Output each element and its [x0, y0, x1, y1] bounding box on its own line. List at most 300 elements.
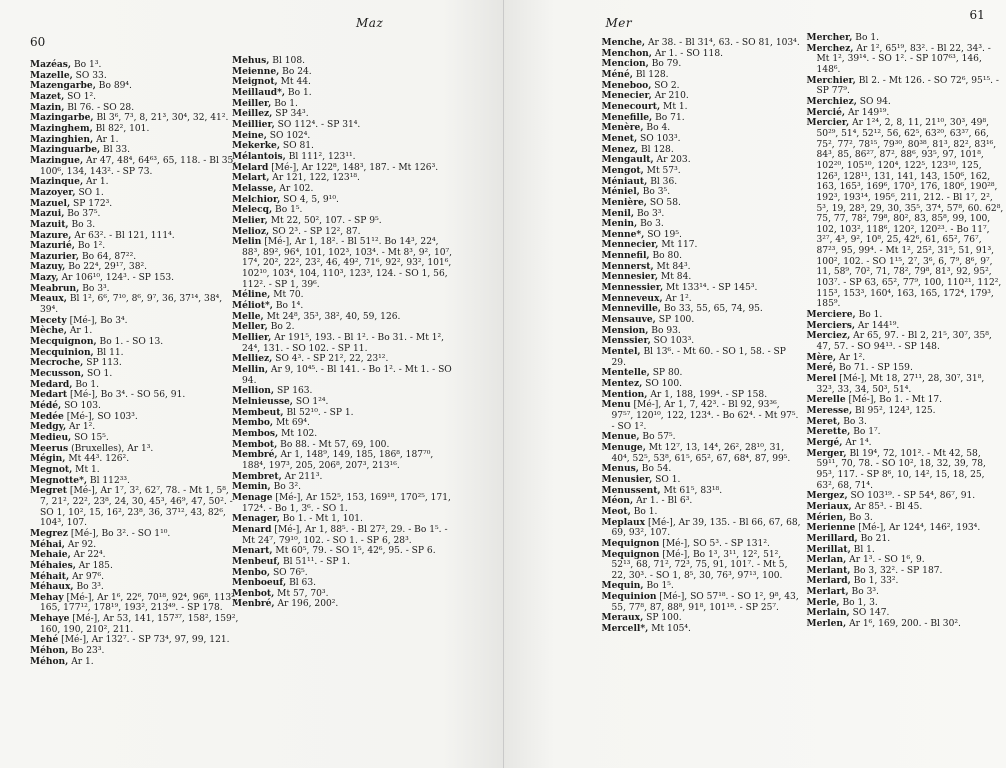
entry-headword: Meneboo,	[601, 79, 652, 91]
entry-headword: Mazure,	[30, 229, 72, 241]
entry-references: [Mé-], SO 5³. - SP 131².	[659, 538, 770, 549]
entry-headword: Mecroche,	[30, 357, 84, 369]
entry-headword: Meaux,	[30, 293, 67, 305]
entry-headword: Merette,	[806, 426, 851, 438]
entry-references: Ar 1. - Bl 6³.	[633, 496, 693, 507]
entry-headword: Méhon,	[30, 655, 69, 667]
entry-references: Bl 2. - Mt 126. - SO 72⁶, 95¹⁵. - SP 77⁹.	[816, 75, 999, 97]
entry-references: Bl 52¹⁰. - SP 1.	[283, 407, 354, 418]
index-entry	[807, 331, 1005, 352]
entry-references: Bo 4.	[643, 123, 671, 134]
entry-headword: Merchier,	[806, 74, 856, 86]
entry-references: SP 172³.	[70, 198, 113, 209]
entry-references: [Mé-], SO 103³.	[63, 411, 138, 422]
index-entry	[30, 390, 240, 401]
entry-headword: Megret	[30, 485, 67, 497]
entry-headword: Melioz,	[232, 225, 270, 237]
entry-headword: Menuge,	[601, 441, 646, 453]
entry-references: SO 4³. - SP 21², 22, 23¹².	[272, 354, 389, 365]
entry-headword: Melart,	[232, 172, 270, 184]
index-entry	[232, 365, 458, 386]
entry-references: SO 112⁴. - SP 31⁴.	[274, 119, 361, 130]
entry-headword: Meiller,	[232, 97, 272, 109]
entry-headword: Mehay	[30, 591, 64, 603]
entry-references: Ar 1².	[662, 293, 692, 304]
entry-headword: Meot,	[601, 505, 631, 517]
index-entry	[807, 449, 1005, 492]
entry-references: Bo 1. - Mt 1, 101.	[279, 514, 363, 525]
entry-references: Ar 97⁶.	[69, 571, 104, 582]
entry-references: Ar 1².	[66, 422, 96, 433]
entry-references: SO 103³.	[637, 133, 681, 144]
entry-headword: Menet,	[601, 132, 638, 144]
entry-headword: Meignot,	[232, 76, 278, 88]
entry-headword: Membot,	[232, 438, 278, 450]
entry-references: Mt 133¹⁴. - SP 145³.	[663, 283, 758, 294]
entry-references: Mt 44.	[277, 77, 311, 88]
entry-references: Ar 1⁶, 169, 200. - Bl 30².	[846, 619, 961, 630]
entry-headword: Mengot,	[601, 164, 644, 176]
entry-references: SP 80.	[649, 368, 683, 379]
entry-headword: Medard,	[30, 378, 73, 390]
entry-references: SO 1.	[84, 369, 113, 380]
entry-headword: Menussent,	[601, 484, 661, 496]
entry-headword: Meré,	[806, 362, 837, 374]
entry-headword: Menboeuf,	[232, 577, 287, 589]
entry-headword: Meillaud*,	[232, 86, 285, 98]
entry-headword: Melier,	[232, 214, 268, 226]
entry-headword: Menbeuf,	[232, 555, 281, 567]
entry-references: Bo 1. - SO 13.	[96, 337, 164, 348]
entry-headword: Mequignon	[601, 548, 660, 560]
entry-headword: Menère,	[601, 122, 644, 134]
entry-references: SP 100.	[655, 315, 695, 326]
entry-references: (Bruxelles), Ar 1³.	[68, 443, 154, 454]
entry-headword: Méhaux,	[30, 581, 74, 593]
entry-references: SP 163.	[274, 386, 313, 397]
entry-headword: Menbré,	[232, 598, 275, 610]
entry-headword: Mehaye	[30, 613, 70, 625]
entry-headword: Menecourt,	[601, 100, 661, 112]
index-entry	[602, 347, 802, 368]
entry-headword: Merlen,	[806, 618, 847, 630]
entry-headword: Melasse,	[232, 182, 277, 194]
entry-headword: Merciers,	[806, 319, 855, 331]
entry-references: Bo 24.	[279, 66, 312, 77]
entry-headword: Merillard,	[806, 532, 858, 544]
entry-headword: Mazurié,	[30, 240, 75, 252]
entry-references: [Mé-], Bo 1. - Mt 17.	[845, 395, 943, 406]
entry-headword: Menneveux,	[601, 292, 663, 304]
entry-headword: Menneville,	[601, 303, 661, 315]
entry-references: Ar 9, 10⁴⁵. - Bl 141. - Bo 1². - Mt 1. - SO 94.	[242, 365, 452, 386]
entry-headword: Merciere,	[806, 309, 856, 321]
entry-references: SO 33.	[72, 70, 107, 81]
entry-references: Mt 44³. 126².	[65, 454, 130, 465]
entry-headword: Méhait,	[30, 570, 70, 582]
index-entry	[807, 619, 1005, 630]
entry-headword: Mecety	[30, 314, 67, 326]
entry-references: Mt 1.	[660, 101, 688, 112]
entry-references: Mt 60⁵, 79. - SO 1⁵, 42⁶, 95. - SP 6.	[272, 546, 436, 557]
entry-references: Bo 1⁴.	[272, 301, 304, 312]
entry-references: Ar 85³. - Bl 45.	[851, 501, 923, 512]
entry-headword: Méline,	[232, 289, 271, 301]
entry-headword: Menefille,	[601, 111, 653, 123]
entry-references: Bl 128.	[632, 69, 669, 80]
entry-headword: Menu	[601, 399, 631, 411]
entry-headword: Meraux,	[601, 612, 644, 624]
entry-headword: Mégin,	[30, 453, 66, 465]
entry-references: Bo 3².	[270, 482, 301, 493]
index-entry	[30, 262, 240, 273]
entry-references: Ar 1.	[66, 326, 93, 337]
entry-headword: Mazuy,	[30, 261, 66, 273]
entry-headword: Megrez	[30, 527, 68, 539]
entry-headword: Mentelle,	[601, 367, 650, 379]
entry-headword: Melle,	[232, 310, 264, 322]
entry-references: SO 1.	[652, 474, 681, 485]
entry-references: Ar 22⁴.	[70, 550, 106, 561]
entry-headword: Menssier,	[601, 335, 651, 347]
entry-headword: Mazinguarbe,	[30, 144, 101, 156]
entry-headword: Meabrun,	[30, 282, 80, 294]
entry-headword: Méliot*,	[232, 300, 273, 312]
index-entry	[602, 496, 802, 507]
entry-references: Bo 1².	[74, 241, 106, 252]
entry-headword: Merciez,	[806, 330, 851, 342]
entry-headword: Mèche,	[30, 325, 67, 337]
entry-references: SO 147.	[849, 608, 890, 619]
entry-references: Bo 1⁵.	[272, 205, 303, 216]
index-entry	[30, 486, 240, 529]
entry-headword: Mazin,	[30, 101, 65, 113]
entry-headword: Mequinion	[601, 591, 657, 603]
entry-references: Bl 128.	[638, 144, 674, 155]
entry-references: Bo 88. - Mt 57, 69, 100.	[277, 439, 390, 450]
entry-headword: Merillat,	[806, 543, 851, 555]
entry-headword: Méhai,	[30, 538, 65, 550]
index-column-2	[232, 56, 458, 610]
entry-headword: Mélantois,	[232, 150, 286, 162]
entry-references: SO 19⁵.	[644, 229, 682, 240]
entry-headword: Mergez,	[806, 490, 848, 502]
index-entry	[807, 353, 1005, 364]
entry-references: Ar 1³. - SO 1⁶, 9.	[846, 555, 925, 566]
entry-headword: Memin,	[232, 481, 271, 493]
entry-references: Mt 105⁴.	[648, 624, 691, 635]
entry-references: [Mé-], Ar 132⁷. - SP 73⁴, 97, 99, 121.	[58, 635, 230, 646]
entry-references: SO 103.	[61, 401, 101, 411]
entry-references: Bl 51¹¹. - SP 1.	[280, 556, 351, 567]
index-entry	[30, 657, 240, 668]
entry-references: Bo 3³.	[848, 587, 879, 598]
entry-references: Bo 22⁴, 29¹⁷, 38².	[65, 262, 148, 273]
entry-references: Ar 47, 48⁴, 64⁶³, 65, 118. - Bl 35, 100⁶, 134, 143². - SP 73.	[40, 155, 237, 177]
entry-headword: Medieu,	[30, 431, 72, 443]
entry-headword: Medgy,	[30, 421, 67, 433]
entry-references: [Mé-], Ar 152⁵, 153, 169¹⁸, 170²⁵, 171, 172⁴. - Bo 1, 3⁶. - SO 1.	[242, 492, 451, 514]
entry-headword: Menbot,	[232, 587, 275, 599]
entry-headword: Mergé,	[806, 436, 843, 448]
entry-headword: Medée	[30, 410, 64, 422]
entry-references: Mt 102.	[278, 428, 318, 439]
entry-headword: Mazurier,	[30, 250, 80, 262]
entry-references: Ar 106¹⁰, 124³. - SP 153.	[58, 273, 175, 284]
entry-headword: Mazinque,	[30, 176, 84, 188]
entry-references: Mt 1.	[72, 464, 100, 475]
entry-references: Ar 1.	[83, 177, 109, 188]
entry-headword: Mère,	[806, 351, 837, 363]
entry-headword: Menbo,	[232, 566, 271, 578]
entry-headword: Mazinghien,	[30, 133, 94, 145]
index-entry	[807, 44, 1005, 76]
entry-headword: Mennessier,	[601, 282, 664, 294]
entry-references: Bl 36.	[647, 176, 678, 187]
entry-references: SO 2³. - SP 12², 87.	[269, 226, 361, 237]
entry-headword: Médé,	[30, 400, 62, 411]
entry-references: Ar 121, 122, 123¹⁸.	[269, 173, 360, 184]
entry-references: Ar 191⁵, 193. - Bl 1². - Bo 31. - Mt 1², 24⁴, 131. - SO 102. - SP 11.	[242, 333, 445, 354]
entry-references: Bo 71. - SP 159.	[836, 363, 913, 374]
entry-references: Ar 144¹⁹.	[855, 320, 900, 331]
entry-headword: Mention,	[601, 388, 648, 400]
entry-headword: Melnieusse,	[232, 396, 293, 407]
entry-references: SO 1².	[64, 91, 97, 102]
index-entry	[232, 237, 458, 290]
entry-references: SO 4, 5, 9¹⁰.	[280, 194, 339, 205]
entry-references: Bo 89⁴.	[95, 81, 132, 92]
entry-references: Ar 1, 148⁹, 149, 185, 186⁸, 187⁷⁰, 188⁴, 197³, 205, 206⁸, 207³, 213¹⁶.	[242, 450, 434, 471]
entry-references: Ar 1. - SO 118.	[651, 48, 724, 59]
entry-headword: Mequin,	[601, 580, 644, 592]
entry-references: Ar 1.	[93, 134, 119, 145]
entry-headword: Meillier,	[232, 118, 275, 130]
entry-headword: Merel	[806, 373, 837, 384]
entry-references: [Mé-], Ar 1, 18². - Bl 51¹². Bo 14³, 22⁴, 88³, 89², 96⁴, 101, 102³, 103⁴. - Mt 8³, 9², 10⁷, 17⁴, 20², 22², 23², 46, 49², 71⁶, 92², 93², 101⁶, 102¹⁰, 103⁴, 104, 110³, 123³, 124. - SO 1, 56, 112². - SP 1, 39⁶.	[242, 237, 453, 290]
entry-references: Bl 112³³.	[87, 475, 130, 486]
entry-references: Bo 1, 33².	[850, 576, 899, 587]
entry-references: Bl 95², 124³, 125.	[852, 405, 936, 416]
entry-headword: Merchiez,	[806, 95, 857, 107]
entry-references: Ar 1².	[836, 352, 866, 363]
entry-references: SO 103¹⁹. - SP 54⁴, 86⁷, 91.	[847, 491, 976, 502]
entry-headword: Meriaux,	[806, 500, 852, 512]
entry-references: [Mé-], Ar 124⁴, 146², 193⁴.	[855, 523, 981, 534]
entry-headword: Melard	[232, 161, 269, 173]
index-entry	[232, 450, 458, 471]
index-entry	[30, 156, 240, 177]
entry-references: Ar 1²⁴, 2, 8, 11, 21¹⁰, 30³, 49⁸, 50²⁹, 51⁴, 52¹², 56, 62⁵, 63²⁰, 63³⁷, 66, 75², 77², 78¹⁵, 79³⁰, 80³⁸, 81³, 82², 83¹⁶, 84³, 85, 86²⁷, 87², 88⁶, 93⁵, 97, 101⁸, 102²⁰, 105¹⁰, 120⁴, 122⁵, 123¹⁰, 125, 126³, 128¹¹, 131, 141, 143, 150⁶, 162, 163, 165³, 169⁶, 170³, 176, 180⁶, 190²⁸, 192³, 193¹⁴, 195⁶, 211, 212. - Bl 1⁷, 2², 5³, 19, 28³, 29, 30, 35⁵, 37⁴, 57⁸, 60. 62⁸, 75, 77, 78², 79⁸, 80², 83, 85⁸, 99, 100, 102, 103², 118⁶, 120², 120²³. - Bo 11⁷, 3²⁷, 4³, 9², 10⁸, 25, 42⁶, 61, 65², 76⁷, 87²³, 95, 99⁴. - Mt 1², 25², 31⁵, 51, 91³, 100², 102. - SO 1¹⁵, 2⁷, 3⁶, 6, 7⁹, 8⁶, 9⁷, 11, 58⁹, 70², 71, 78², 79⁸, 81³, 92, 95², 103⁷. - SP 63, 65², 77⁹, 100, 110²¹, 112², 115³, 153³, 160⁴, 163, 165, 172⁴, 179³, 185⁹.	[816, 118, 1004, 310]
entry-references: SO 1.	[75, 187, 104, 198]
entry-headword: Menière,	[601, 196, 647, 208]
entry-headword: Mekerke,	[232, 140, 280, 152]
entry-headword: Merienne	[806, 522, 856, 534]
entry-headword: Mazengarbe,	[30, 80, 96, 92]
entry-references: Bo 93.	[648, 325, 681, 336]
entry-headword: Mensauve,	[601, 314, 656, 326]
entry-references: Bo 1.	[855, 310, 883, 321]
entry-references: Ar 65, 97. - Bl 2, 21⁵, 30⁷, 35⁸, 47, 57. - SO 94¹³. - SP 148.	[816, 331, 992, 353]
entry-references: Bo 33, 55, 65, 74, 95.	[660, 304, 763, 315]
entry-references: Ar 210.	[651, 91, 689, 102]
entry-references: Mt 117.	[658, 240, 698, 251]
entry-headword: Mennerst,	[601, 260, 654, 272]
entry-references: SP 113.	[83, 358, 122, 369]
entry-headword: Mazet,	[30, 90, 65, 102]
entry-references: Ar 149¹⁹.	[845, 107, 890, 118]
entry-references: [Mé-], Ar 1, 88⁵. - Bl 27², 29. - Bo 1⁵. - Mt 24⁷, 79¹⁰, 102. - SO 1. - SP 6, 28³.	[242, 524, 448, 546]
index-entry	[232, 227, 458, 238]
entry-headword: Merlant,	[806, 564, 851, 576]
index-entry	[232, 493, 458, 514]
entry-references: Ar 1.	[68, 656, 94, 667]
entry-references: Bl 3⁶, 7³, 8, 21³, 30⁴, 32, 41².	[93, 113, 229, 124]
entry-headword: Melin	[232, 236, 262, 248]
entry-headword: Mennefil,	[601, 250, 650, 262]
entry-references: Ar 185.	[75, 560, 113, 571]
entry-references: Mt 84.	[658, 272, 692, 283]
entry-headword: Mercier,	[806, 117, 850, 129]
entry-headword: Mazelle,	[30, 69, 73, 81]
index-entry	[232, 599, 458, 610]
entry-references: Bo 79.	[648, 59, 682, 70]
entry-references: Bo 1.	[72, 379, 100, 390]
entry-headword: Menne*,	[601, 228, 645, 240]
entry-headword: Meller,	[232, 321, 268, 333]
entry-references: SO 94.	[856, 96, 891, 107]
entry-references: Bl 33.	[100, 145, 130, 156]
entry-headword: Menus,	[601, 463, 639, 475]
entry-headword: Membré,	[232, 449, 278, 461]
entry-headword: Mazoyer,	[30, 186, 76, 198]
entry-headword: Meret,	[806, 415, 841, 427]
entry-references: Bo 3³.	[79, 283, 110, 294]
entry-references: SO 15⁵.	[71, 432, 109, 443]
entry-headword: Menage	[232, 491, 273, 503]
entry-references: [Mé-], SO 57¹⁸. - SO 1², 9⁸, 43, 55, 77⁸, 87, 88⁸, 91⁸, 101¹⁸. - SP 25⁷.	[611, 592, 799, 613]
entry-references: Ar 1², 65¹⁹, 83². - Bl 22, 34³. - Mt 1², 39¹⁴. - SO 1². - SP 107⁶³, 146, 148⁶.	[816, 43, 991, 75]
entry-headword: Mazéas,	[30, 59, 72, 70]
entry-references: Bo 1⁷.	[850, 427, 881, 438]
entry-references: Mt 84³.	[653, 261, 691, 272]
entry-headword: Méon,	[601, 495, 634, 507]
entry-headword: Melliez,	[232, 353, 273, 365]
entry-references: Mt 57, 70³.	[274, 588, 329, 599]
entry-references: Bo 3⁵.	[639, 187, 671, 198]
entry-references: Bo 57⁵.	[639, 432, 676, 443]
entry-references: Bl 82², 101.	[92, 123, 150, 134]
entry-headword: Mazui,	[30, 208, 65, 220]
index-entry	[807, 118, 1005, 310]
entry-headword: Merlard,	[806, 575, 851, 587]
index-column-2	[807, 33, 1005, 630]
entry-references: SO 58.	[646, 197, 681, 208]
entry-headword: Mercell*,	[601, 623, 649, 635]
entry-references: Ar 1, 188, 199⁴. - SP 158.	[647, 389, 768, 400]
entry-references: Bo 1³.	[71, 60, 102, 70]
entry-references: Mt 69⁴.	[273, 418, 310, 429]
entry-headword: Meienne,	[232, 65, 280, 77]
entry-headword: Meine,	[232, 129, 267, 141]
entry-headword: Mennesier,	[601, 271, 659, 283]
entry-headword: Méniel,	[601, 186, 640, 198]
entry-headword: Mercher,	[806, 32, 853, 43]
entry-references: SO 1²⁴.	[292, 397, 329, 407]
entry-headword: Mehaie,	[30, 549, 71, 561]
entry-headword: Membeut,	[232, 406, 284, 418]
entry-headword: Merchez,	[806, 42, 854, 54]
entry-references: Mt 70.	[270, 290, 304, 301]
entry-references: Bo 3³.	[634, 208, 665, 219]
entry-headword: Melecq,	[232, 204, 273, 216]
entry-headword: Mension,	[601, 324, 649, 336]
entry-headword: Mequignon	[601, 537, 660, 549]
entry-headword: Merelle	[806, 394, 846, 406]
running-head: Mer	[605, 16, 633, 30]
entry-references: Bo 71.	[652, 112, 685, 123]
entry-references: Bl 108.	[269, 56, 305, 66]
index-column-1	[30, 60, 240, 667]
index-entry	[232, 333, 458, 354]
entry-references: [Mé-], Ar 1, 7, 42³. - Bl 92, 93³⁶, 97⁵⁷, 120¹⁰, 122, 123⁴. - Bo 62⁴. - Mt 97⁵. - SO 1².	[611, 400, 799, 432]
entry-references: [Mé-], Ar 1⁷, 3², 62⁷, 78. - Mt 1, 5⁸, 7, 21², 22², 23⁸, 24, 30, 45³, 46⁹, 47, 50². - SO 1, 10², 15, 16², 23⁸, 36, 37¹², 43, 82⁶, 104³, 107.	[40, 486, 233, 529]
index-entry	[232, 301, 458, 312]
entry-headword: Merlart,	[806, 586, 849, 598]
entry-references: Bo 1, 3.	[839, 597, 878, 608]
entry-headword: Menez,	[601, 143, 639, 155]
entry-headword: Mazingarbe,	[30, 112, 94, 124]
entry-headword: Menusier,	[601, 473, 653, 485]
entry-references: [Mé-], Bo 3⁴. - SO 56, 91.	[67, 390, 186, 401]
running-head: Maz	[356, 16, 384, 30]
entry-references: Mt 61⁵, 83¹⁸.	[660, 485, 723, 496]
index-entry	[602, 518, 802, 539]
entry-references: [Mé-], Bo 3². - SO 1¹⁰.	[67, 528, 171, 539]
index-column-1	[602, 38, 802, 635]
entry-headword: Mellion,	[232, 385, 275, 397]
entry-headword: Mencion,	[601, 58, 649, 70]
entry-references: Bo 3.	[68, 219, 96, 230]
entry-references: Ar 102.	[276, 183, 314, 194]
entry-headword: Menager,	[232, 513, 280, 525]
entry-references: SO 103³.	[650, 336, 695, 347]
entry-references: Bo 2.	[267, 322, 295, 333]
entry-references: [Mé-], Ar 53, 141, 157³⁷, 158², 159², 160, 190, 210², 211.	[40, 614, 239, 635]
entry-references: Bl 19⁴, 72, 101². - Mt 42, 58, 59¹¹, 70, 78. - SO 10², 18, 32, 39, 78, 95³, 117. - SP 8⁶, 10, 14², 15, 18, 25, 63², 68, 71⁴.	[816, 448, 986, 491]
entry-references: Bo 3.	[840, 416, 867, 427]
entry-references: Bo 23³.	[68, 646, 105, 657]
entry-headword: Mazuit,	[30, 218, 69, 230]
entry-references: Bl 1.	[850, 544, 875, 555]
entry-references: Ar 92.	[64, 539, 97, 550]
entry-references: Bl 76. - SO 28.	[64, 102, 135, 113]
entry-headword: Mentez,	[601, 378, 643, 389]
entry-references: [Mé-], Mt 18, 27¹¹, 28, 30⁷, 31⁸, 32³, 33, 34, 50³, 51⁴.	[816, 374, 985, 395]
right-page	[504, 0, 1006, 768]
index-entry	[602, 592, 802, 613]
entry-headword: Medart	[30, 389, 68, 401]
entry-references: Bo 1.	[285, 87, 312, 98]
entry-headword: Menchon,	[601, 47, 652, 59]
entry-headword: Mellier,	[232, 332, 272, 344]
entry-references: SO 102⁴.	[266, 130, 311, 141]
entry-references: [Mé-], Bo 3⁴.	[66, 315, 128, 326]
entry-references: Bo 1⁵.	[643, 581, 674, 592]
entry-headword: Meplaux	[601, 516, 646, 528]
entry-headword: Menart,	[232, 545, 273, 557]
index-entry	[602, 400, 802, 432]
